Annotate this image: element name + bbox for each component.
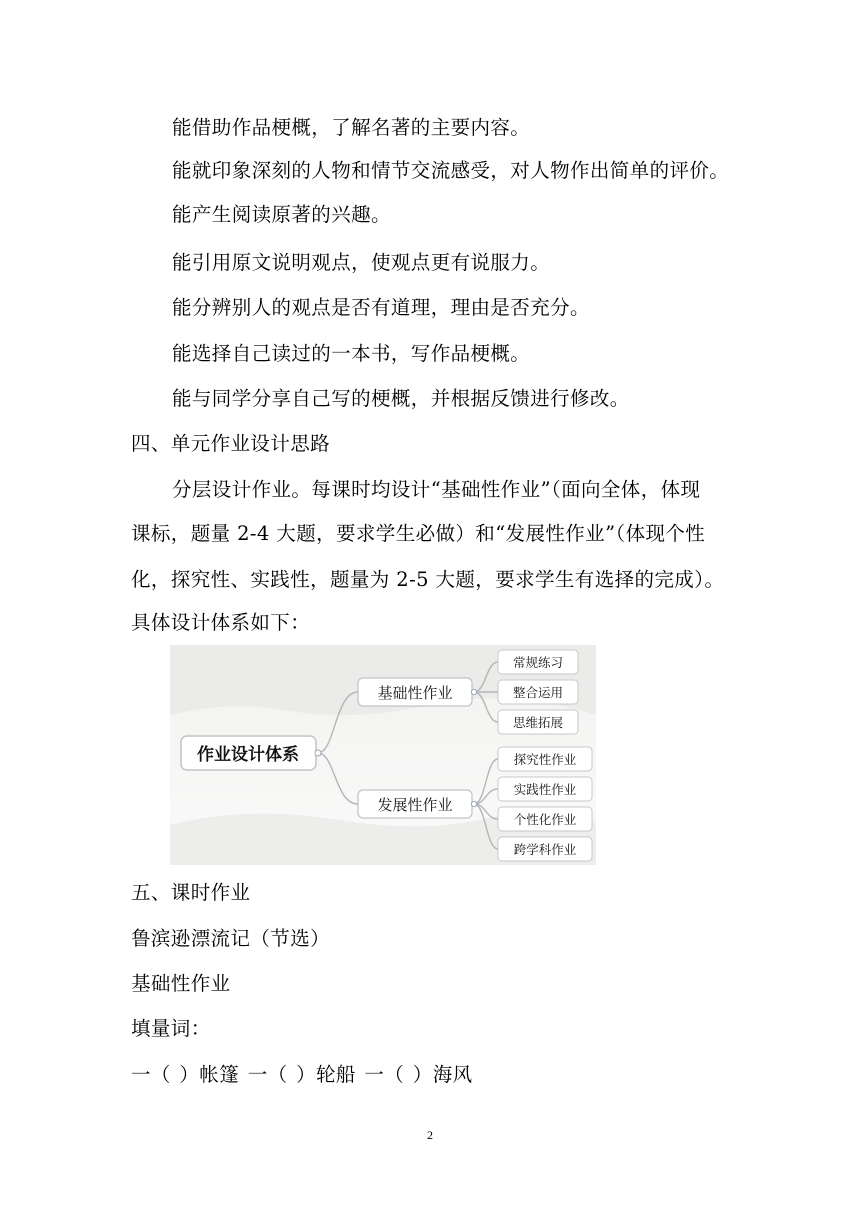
section-heading-4: 四、单元作业设计思路 bbox=[131, 432, 331, 455]
text-line-2: 能就印象深刻的人物和情节交流感受，对人物作出简单的评价。 bbox=[172, 159, 730, 182]
mindmap-diagram bbox=[170, 645, 596, 865]
text-line-6: 能选择自己读过的一本书，写作品梗概。 bbox=[172, 342, 531, 365]
mindmap-leaf-node bbox=[498, 680, 578, 704]
mindmap-leaf-node bbox=[498, 747, 592, 771]
text-line-12: 具体设计体系如下： bbox=[131, 611, 311, 634]
svg-text:个性化作业: 个性化作业 bbox=[513, 812, 577, 827]
svg-text:实践性作业: 实践性作业 bbox=[513, 782, 577, 797]
mindmap-root-node bbox=[181, 736, 321, 770]
text-line-14: 鲁滨逊漂流记（节选） bbox=[131, 927, 331, 950]
page-number: 2 bbox=[427, 1128, 433, 1142]
svg-text:作业设计体系: 作业设计体系 bbox=[197, 745, 299, 765]
text-line-16: 填量词： bbox=[131, 1017, 211, 1040]
section-heading-5: 五、课时作业 bbox=[131, 881, 251, 904]
svg-text:跨学科作业: 跨学科作业 bbox=[513, 842, 577, 857]
text-line-3: 能产生阅读原著的兴趣。 bbox=[172, 203, 391, 226]
mindmap-leaf-node bbox=[498, 837, 592, 861]
text-line-9: 分层设计作业。每课时均设计“基础性作业”（面向全体，体现 bbox=[172, 478, 701, 501]
text-line-7: 能与同学分享自己写的梗概，并根据反馈进行修改。 bbox=[172, 387, 630, 410]
mindmap-leaf-node bbox=[498, 777, 592, 801]
mindmap-leaf-node bbox=[498, 650, 578, 674]
text-line-15: 基础性作业 bbox=[131, 972, 231, 995]
mindmap-leaf-node bbox=[498, 807, 592, 831]
mindmap-branch-node bbox=[358, 790, 477, 818]
text-line-1: 能借助作品梗概，了解名著的主要内容。 bbox=[172, 116, 531, 139]
svg-text:常规练习: 常规练习 bbox=[512, 655, 564, 670]
text-line-11: 化，探究性、实践性，题量为 2-5 大题，要求学生有选择的完成）。 bbox=[131, 568, 725, 591]
mindmap-leaf-node bbox=[498, 710, 578, 734]
svg-text:探究性作业: 探究性作业 bbox=[513, 752, 577, 767]
text-line-5: 能分辨别人的观点是否有道理，理由是否充分。 bbox=[172, 296, 590, 319]
text-line-17: 一（ ）帐篷 一（ ）轮船 一（ ）海风 bbox=[131, 1063, 473, 1086]
svg-text:整合运用: 整合运用 bbox=[512, 685, 564, 700]
text-line-10: 课标，题量 2-4 大题，要求学生必做）和“发展性作业”（体现个性 bbox=[131, 522, 706, 545]
mindmap-branch-node bbox=[358, 678, 477, 706]
svg-text:发展性作业: 发展性作业 bbox=[377, 796, 453, 814]
svg-text:思维拓展: 思维拓展 bbox=[512, 715, 564, 730]
text-line-4: 能引用原文说明观点，使观点更有说服力。 bbox=[172, 251, 551, 274]
svg-text:基础性作业: 基础性作业 bbox=[377, 684, 453, 702]
